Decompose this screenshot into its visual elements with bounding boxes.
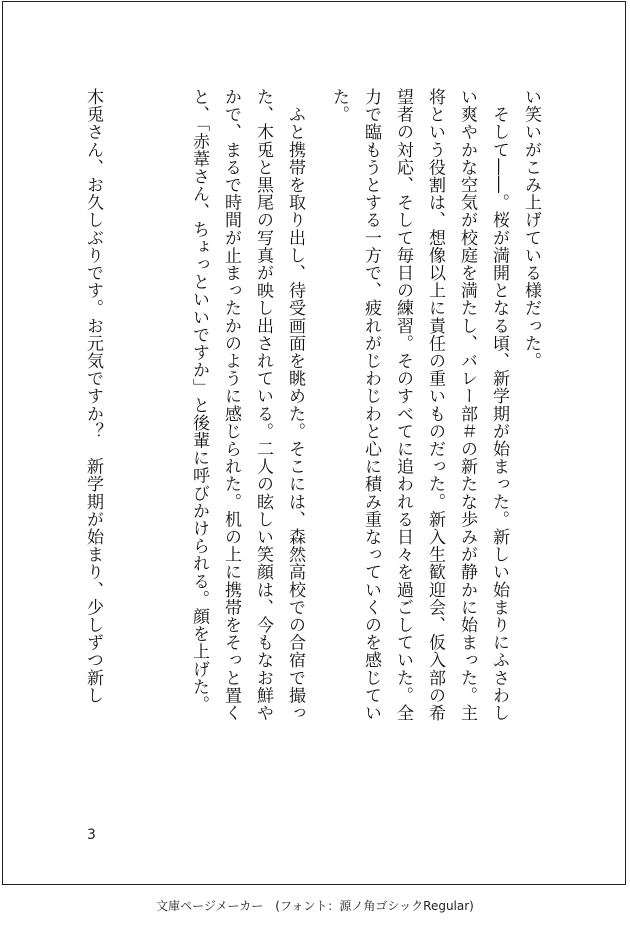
text-column-8: ふと携帯を取り出し、待受画面を眺めた。そこには、森然高校での合宿で撮っ <box>285 88 305 722</box>
text-column-11: と、「赤葦さん、ちょっといいですか」と後輩に呼びかけられる。顔を上げた。 <box>189 88 209 714</box>
footer-caption: 文庫ページメーカー (フォント：源ノ角ゴシックRegular) <box>156 899 474 913</box>
text-column-9: た、木兎と黒尾の写真が映し出されている。二人の眩しい笑顔は、今もなお鮮や <box>253 88 273 722</box>
vertical-text-body <box>75 88 545 804</box>
text-column-7: た。 <box>329 88 349 124</box>
text-column-6: 力で臨もうとする一方で、疲れがじわじわと心に積み重なっていくのを感じてい <box>361 88 381 722</box>
text-column-2: そして――。桜が満開となる頃、新学期が始まった。新しい始まりにふさわし <box>489 88 509 722</box>
text-column-12 <box>135 88 163 804</box>
text-column-1: い笑いがこみ上げている様だった。 <box>521 88 541 370</box>
text-column-4: 将という役割は、想像以上に責任の重いものだった。新入生歓迎会、仮入部の希 <box>425 88 445 722</box>
text-column-5: 望者の対応、そして毎日の練習。そのすべてに追われる日々を過ごしていた。全 <box>393 88 413 722</box>
text-column-3: い爽やかな空気が校庭を満たし、バレー部＃の新たな歩みが静かに始まった。主 <box>457 88 477 722</box>
page-number: 3 <box>87 827 96 843</box>
text-column-10: かで、まるで時間が止まったかのように感じられた。机の上に携帯をそっと置く <box>221 88 241 722</box>
text-column-13: 木兎さん、お久しぶりです。お元気ですか？ 新学期が始まり、少しずつ新し <box>83 88 103 704</box>
page-frame <box>2 1 626 885</box>
